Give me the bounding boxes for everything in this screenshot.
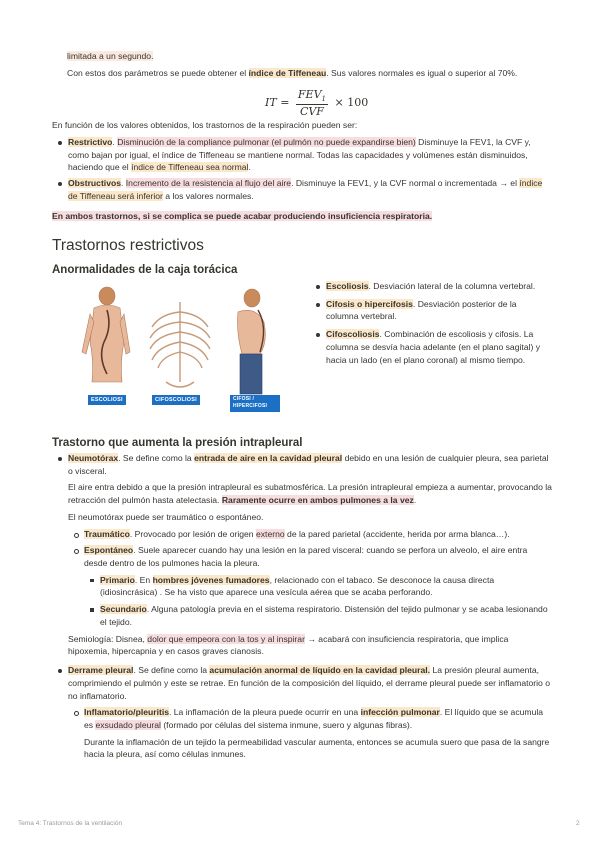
- tiffeneau-paragraph: Con estos dos parámetros se puede obtener el índice de Tiffeneau. Sus valores normales es igual o superior al 70%.: [67, 68, 518, 78]
- list-item-restrictivo: Restrictivo. Disminución de la compliance pulmonar (el pulmón no puede expandirse bien) Disminuye la FEV1, la CVF y, como bajan por igual, el índice de Tiffeneau se mantiene normal. Todas las capacidades y volúmenes están disminuidos, haciendo que el índice de Tiffeneau sea normal.: [52, 136, 552, 174]
- label-escoliosi: ESCOLIOSI: [88, 395, 126, 405]
- page-number: 2: [576, 820, 580, 827]
- list-item-cifoscoliosis: Cifoscoliosis. Combinación de escoliosis y cifosis. La columna se desvía hacia adelante (en el plano sagital) y hacia un lado (en el plano coronal) al mismo tiempo.: [310, 328, 545, 366]
- section-heading-restrictivos: Trastornos restrictivos: [52, 237, 204, 254]
- label-cifosi: CIFOSI / HIPERCIFOSI: [230, 395, 280, 412]
- list-item-cifosis: Cifosis o hipercifosis. Desviación posterior de la columna vertebral.: [310, 298, 545, 323]
- list-item-derrame: Derrame pleural. Se define como la acumulación anormal de líquido en la cavidad pleural. La presión pleural aumenta, comprimiendo el pulmón y este se retrae. En función de la composición del líquido, el derrame pleural puede ser inflamatorio o no inflamatorio. Inflamatorio/pleuritis. La inflamación de la pleura puede ocurrir en una infección pulmonar. El líquido que se acumula es exsudado pleural (formado por células del sistema inmune, suero y algunas fibras). Durante la inflamación de un tejido la permeabilidad vascular aumenta, entonces se acumula suero que pasa de la sangre hacia la pleura, así como células inmunes.: [52, 664, 552, 761]
- list-item-secundario: Secundario. Alguna patología previa en el sistema respiratorio. Distensión del tejido pulmonar y se acaba lesionando el tejido.: [84, 603, 552, 628]
- list-item-inflamatorio: Inflamatorio/pleuritis. La inflamación de la pleura puede ocurrir en una infección pulmonar. El líquido que se acumula es exsudado pleural (formado por células del sistema inmune, suero y algunas fibras). Durante la inflamación de un tejido la permeabilidad vascular aumenta, entonces se acumula suero que pasa de la sangre hacia la pleura, así como células inmunes.: [68, 706, 552, 761]
- pleural-content: [52, 452, 552, 761]
- thoracic-abnormalities-illustration: [80, 282, 280, 412]
- spine-figures-icon: [80, 282, 280, 412]
- label-cifoscoliosi: CIFOSCOLIOSI: [152, 395, 200, 405]
- list-item-espontaneo: Espontáneo. Suele aparecer cuando hay una lesión en la pared visceral: cuando se perfora un alveolo, el aire entra desde dentro de los pulmones hacia la pleura. Primario. En hombres jóvenes fumadores, relacionado con el tabaco. Se desconoce la causa directa (idiosincrásica) . Se ha visto que aparece una vesícula aérea que se acaba perforando. Secundario. Alguna patología previa en el sistema respiratorio. Distensión del tejido pulmonar y se acaba lesionando el tejido.: [68, 544, 552, 628]
- subheading-presion-intrapleural: Trastorno que aumenta la presión intrapleural: [52, 437, 303, 449]
- results-intro: En función de los valores obtenidos, los trastornos de la respiración pueden ser:: [52, 120, 358, 130]
- list-item-traumatico: Traumático. Provocado por lesión de origen externo de la pared parietal (accidente, herida por arma blanca…).: [68, 528, 552, 541]
- footer-title: Tema 4: Trastornos de la ventilación: [18, 820, 123, 827]
- list-item-primario: Primario. En hombres jóvenes fumadores, relacionado con el tabaco. Se desconoce la causa directa (idiosincrásica) . Se ha visto que aparece una vesícula aérea que se acaba perforando.: [84, 574, 552, 599]
- both-disorders-note: En ambos trastornos, si se complica se puede acabar produciendo insuficiencia respiratoria.: [52, 211, 433, 221]
- continuation-line: limitada a un segundo.: [67, 51, 154, 61]
- subheading-caja-toracica: Anormalidades de la caja torácica: [52, 264, 238, 276]
- list-item-neumotorax: Neumotórax. Se define como la entrada de aire en la cavidad pleural debido en una lesión de cualquier pleura, sea parietal o visceral. El aire entra debido a que la presión intrapleural es subatmosférica. La presión intrapleural empieza a aumentar, provocando la retracción del pulmón hasta atelectasia. Raramente ocurre en ambos pulmones a la vez. El neumotórax puede ser traumático o espontáneo. Traumático. Provocado por lesión de origen externo de la pared parietal (accidente, herida por arma blanca…). Espontáneo. Suele aparecer cuando hay una lesión en la pared visceral: cuando se perfora un alveolo, el aire entra desde dentro de los pulmones hacia la pleura. Primario. En hombres jóvenes fumadores, relacionado con el tabaco. Se desconoce la causa directa (idiosincrásica) . Se ha visto que aparece una vesícula aérea que se acaba perforando. Secundario. Alguna patología previa en el sistema respiratorio. Distensión del tejido pulmonar y se acaba lesionando el tejido. Semiología: Disnea, dolor que empeora con la tos y al inspirar → acabará con insuficiencia respiratoria, que implica hipoxemia, hipercapnia y en casos graves cianosis.: [52, 452, 552, 658]
- disorder-list: [52, 136, 552, 203]
- list-item-obstructivo: Obstructivos. Incremento de la resistencia al flujo del aire. Disminuye la FEV1, y la CVF normal o incrementada → el índice de Tiffeneau será inferior a los valores normales.: [52, 177, 552, 202]
- list-item-escoliosis: Escoliosis. Desviación lateral de la columna vertebral.: [310, 280, 545, 293]
- tiffeneau-formula: IT = $\frac{FEV_1}{\text{CVF}}$ × 100: [265, 88, 369, 118]
- caja-list: [310, 280, 545, 366]
